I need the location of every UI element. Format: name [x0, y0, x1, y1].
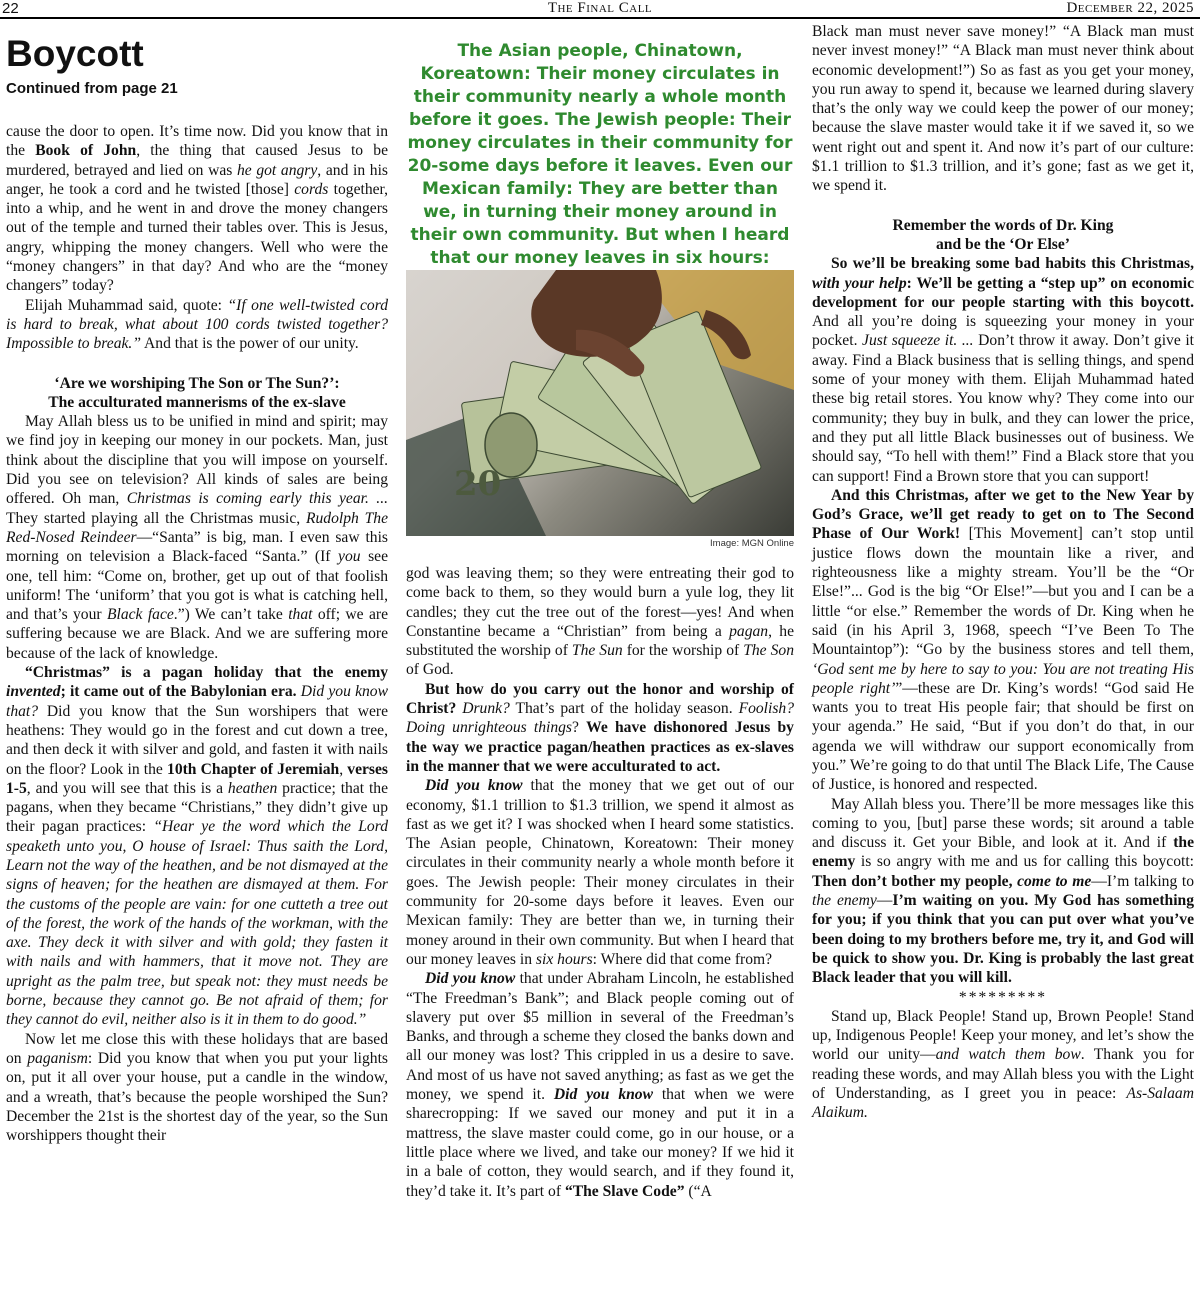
pull-quote: The Asian people, Chinatown, Koreatown: Their money circulates in their community nearly a whole month before it goes. The Jewish people: Their money circulates in their community for 20-some days before it leaves. Even our Mexican family: They are better than we, in turning their money around in their own community. But when I heard that our money leaves in six hours:	[407, 41, 793, 268]
svg-text:20: 20	[454, 464, 502, 504]
hand-holding-cash-illustration	[406, 270, 794, 536]
column-1: Boycott Continued from page 21 cause the door to open. It’s time now. Did you know that in the Book of John, the thing that caused Jesus to be murdered, betrayed and lied on was he got angry, and in his anger, he took a cord and he twisted [those] cords together, into a whip, and he went in and drove the money changers out of the temple and turned their tables over. This is Jesus, angry, whipping the money changers. Well who were the “money changers” in that day? And who are the “money changers” today? Elijah Muhammad said, quote: “If one well-twisted cord is hard to break, what about 100 cords twisted together? Impossible to break.” And that is the power of our unity. ‘Are we worshiping The Son or The Sun?’: The acculturated mannerisms of the ex-slave May Allah bless us to be unified in mind and spirit; may we find joy in keeping our money in our pockets. Man, just think about the discipline that you will impose on yourself. Did you see on television? All kinds of sales are being offered. Oh man, Christmas is coming early this year. ... They started playing all the Christmas music, Rudolph The Red-Nosed Reindeer—“Santa” is big, man. I even saw this morning on television a Black-faced “Santa.” (If you see one, tell him: “Come on, brother, get up out of that foolish uniform! The ‘uniform’ that you got is what is catching hell, and that’s your Black face.”) We can’t take that off; we are suffering because we are Black. And we are suffering more because of the lack of knowledge. “Christmas” is a pagan holiday that the enemy invented; it came out of the Babylonian era. Did you know that? Did you know that the Sun worshipers that were heathens: They would go in the forest and cut down a tree, and then deck it with silver and gold, and fasten it with nails on the floor? Look in the 10th Chapter of Jeremiah, verses 1-5, and you will see that this is a heathen practice; that the pagans, when they became “Christians,” they didn’t give up their pagan practices: “Hear ye the word which the Lord speaketh unto you, O house of Israel: Thus saith the Lord, Learn not the way of the heathen, and be not dismayed at the signs of heaven; for the heathen are dismayed at them. For the customs of the people are vain: for one cutteth a tree out of the forest, the work of the hands of the workman, with the axe. They deck it with silver and with gold; they fasten it with nails and with hammers, that it move not. They are upright as the palm tree, but speak not: they must needs be borne, because they cannot go. Be not afraid of them; for they cannot do evil, neither also is it in them to do good.” Now let me close this with these holidays that are based on paganism: Did you know that when you put your lights on, put it all over your house, put a candle in the window, and a wreath, that’s because the people worshiped the Sun? December the 21st is the shortest day of the year, so the Sun worshippers thought their	[6, 33, 389, 1145]
column-3: Black man must never save money!” “A Black man must never invest money!” “A Black man must never think about economic development!”) So as fast as you get your money, you run away to spend it, because we learned during slavery that’s the only way we could keep the power of our money; because the slave master would take it if we saved it, so we went right out and spent it. And now it’s part of our culture: $1.1 trillion to $1.3 trillion, and it’s gone; fast as we get it, we spend it. Remember the words of Dr. King and be the ‘Or Else’ So we’ll be breaking some bad habits this Christmas, with your help: We’ll be getting a “step up” on economic development for our people starting with this boycott. And all you’re doing is squeezing your money in your pocket. Just squeeze it. ... Don’t throw it away. Don’t give it away. Find a Black business that is selling things, and spend some of your money with them. Elijah Muhammad hated these big retail stores. You know why? They come into our community; they buy in bulk, and they can lower the price, and they put all little Black businesses out of business. We should say, “To hell with them!” Find a Black store that you can support! Find a Brown store that you can support! And this Christmas, after we get to the New Year by God’s Grace, we’ll get ready to get on to The Second Phase of Our Work! [This Movement] can’t stop until justice flows down the mountain like a river, and righteousness like a mighty stream. You’ll be the “Or Else!”... God is the big “Or Else!”—but you and I can be a little “or else.” Remember the words of Dr. King when he said (in his April 3, 1968, speech “I’ve Been To The Mountaintop”): “Go by the business stores and tell them, ‘God sent me by here to say to you: You are not treating His people right’”—these are Dr. King’s words! “God said He wants you to treat His people fair; that should be first on your agenda.” He said, “But if you don’t do that, in our agenda we will withdraw our support economically from you.” We’re going to do that until The Black Life, The Cause of Justice, is honored and respected. May Allah bless you. There’ll be more messages like this coming to you, [but] parse these words; sit around a table and discuss it. Get your Bible, and look at it. And if the enemy is so angry with me and us for calling this boycott: Then don’t bother my people, come to me—I’m talking to the enemy—I’m waiting on you. My God has something for you; if you think that you can put over what you’ve been doing to my brothers before me, try it, and God will be quick to show you. Dr. King is probably the last great Black leader that you will kill. ********* Stand up, Black People! Stand up, Brown People! Stand up, Indigenous People! Keep your money, and let’s show the world our unity—and watch them bow. Thank you for reading these words, and may Allah bless you with the Light of Understanding, as I greet you in peace: As-Salaam Alaikum.	[812, 23, 1195, 1122]
subhead-dr-king: Remember the words of Dr. King	[892, 216, 1114, 234]
subhead-acculturated: The acculturated mannerisms of the ex-slave	[48, 393, 346, 411]
publication-name: The Final Call	[547, 0, 653, 16]
money-photo	[406, 270, 794, 536]
subhead-or-else: and be the ‘Or Else’	[936, 235, 1070, 253]
page-header	[0, 0, 1200, 19]
issue-date: December 22, 2025	[1066, 0, 1194, 16]
section-separator: *********	[958, 988, 1048, 1006]
subhead-son-or-sun: ‘Are we worshiping The Son or The Sun?’:	[54, 374, 340, 392]
continued-from: Continued from page 21	[6, 80, 178, 97]
image-credit: Image: MGN Online	[710, 538, 794, 549]
article-title: Boycott	[6, 33, 144, 74]
column-2: god was leaving them; so they were entreating their god to come back to them, so they would burn a yule log, they lit candles; they cut the tree out of the forest—yes! And when Constantine became a “Christian” from being a pagan, he substituted the worship of The Sun for the worship of The Son of God. But how do you carry out the honor and worship of Christ? Drunk? That’s part of the holiday season. Foolish? Doing unrighteous things? We have dishonored Jesus by the way we practice pagan/heathen practices as ex-slaves in the manner that we were acculturated to act. Did you know that the money that we get out of our economy, $1.1 trillion to $1.3 trillion, we spend it almost as fast as we get it? I was shocked when I heard some statistics. The Asian people, Chinatown, Koreatown: Their money circulates in their community nearly a whole month before it goes. The Jewish people: Their money circulates in their community for 20-some days before it leaves. Even our Mexican family: They are better than we, in turning their money around in their own community. But when I heard that our money leaves in six hours: Where did that come from? Did you know that under Abraham Lincoln, he established “The Freedman’s Bank”; and Black people coming out of slavery put over $5 million in several of the Freedman’s Banks, and through a scheme they closed the banks down and all our money was lost? This crippled in us a desire to save. And most of us have not saved anything; as fast as we get the money, we spend it. Did you know that when we were sharecropping: If we saved our money and put it in a mattress, the slave master could come, go in our house, or a little place where we lived, and take our money? If we hid it in a bale of cotton, they would search, and if they found it, they’d take it. It’s part of “The Slave Code” (“A	[406, 565, 795, 1200]
page-number: 22	[2, 0, 19, 17]
